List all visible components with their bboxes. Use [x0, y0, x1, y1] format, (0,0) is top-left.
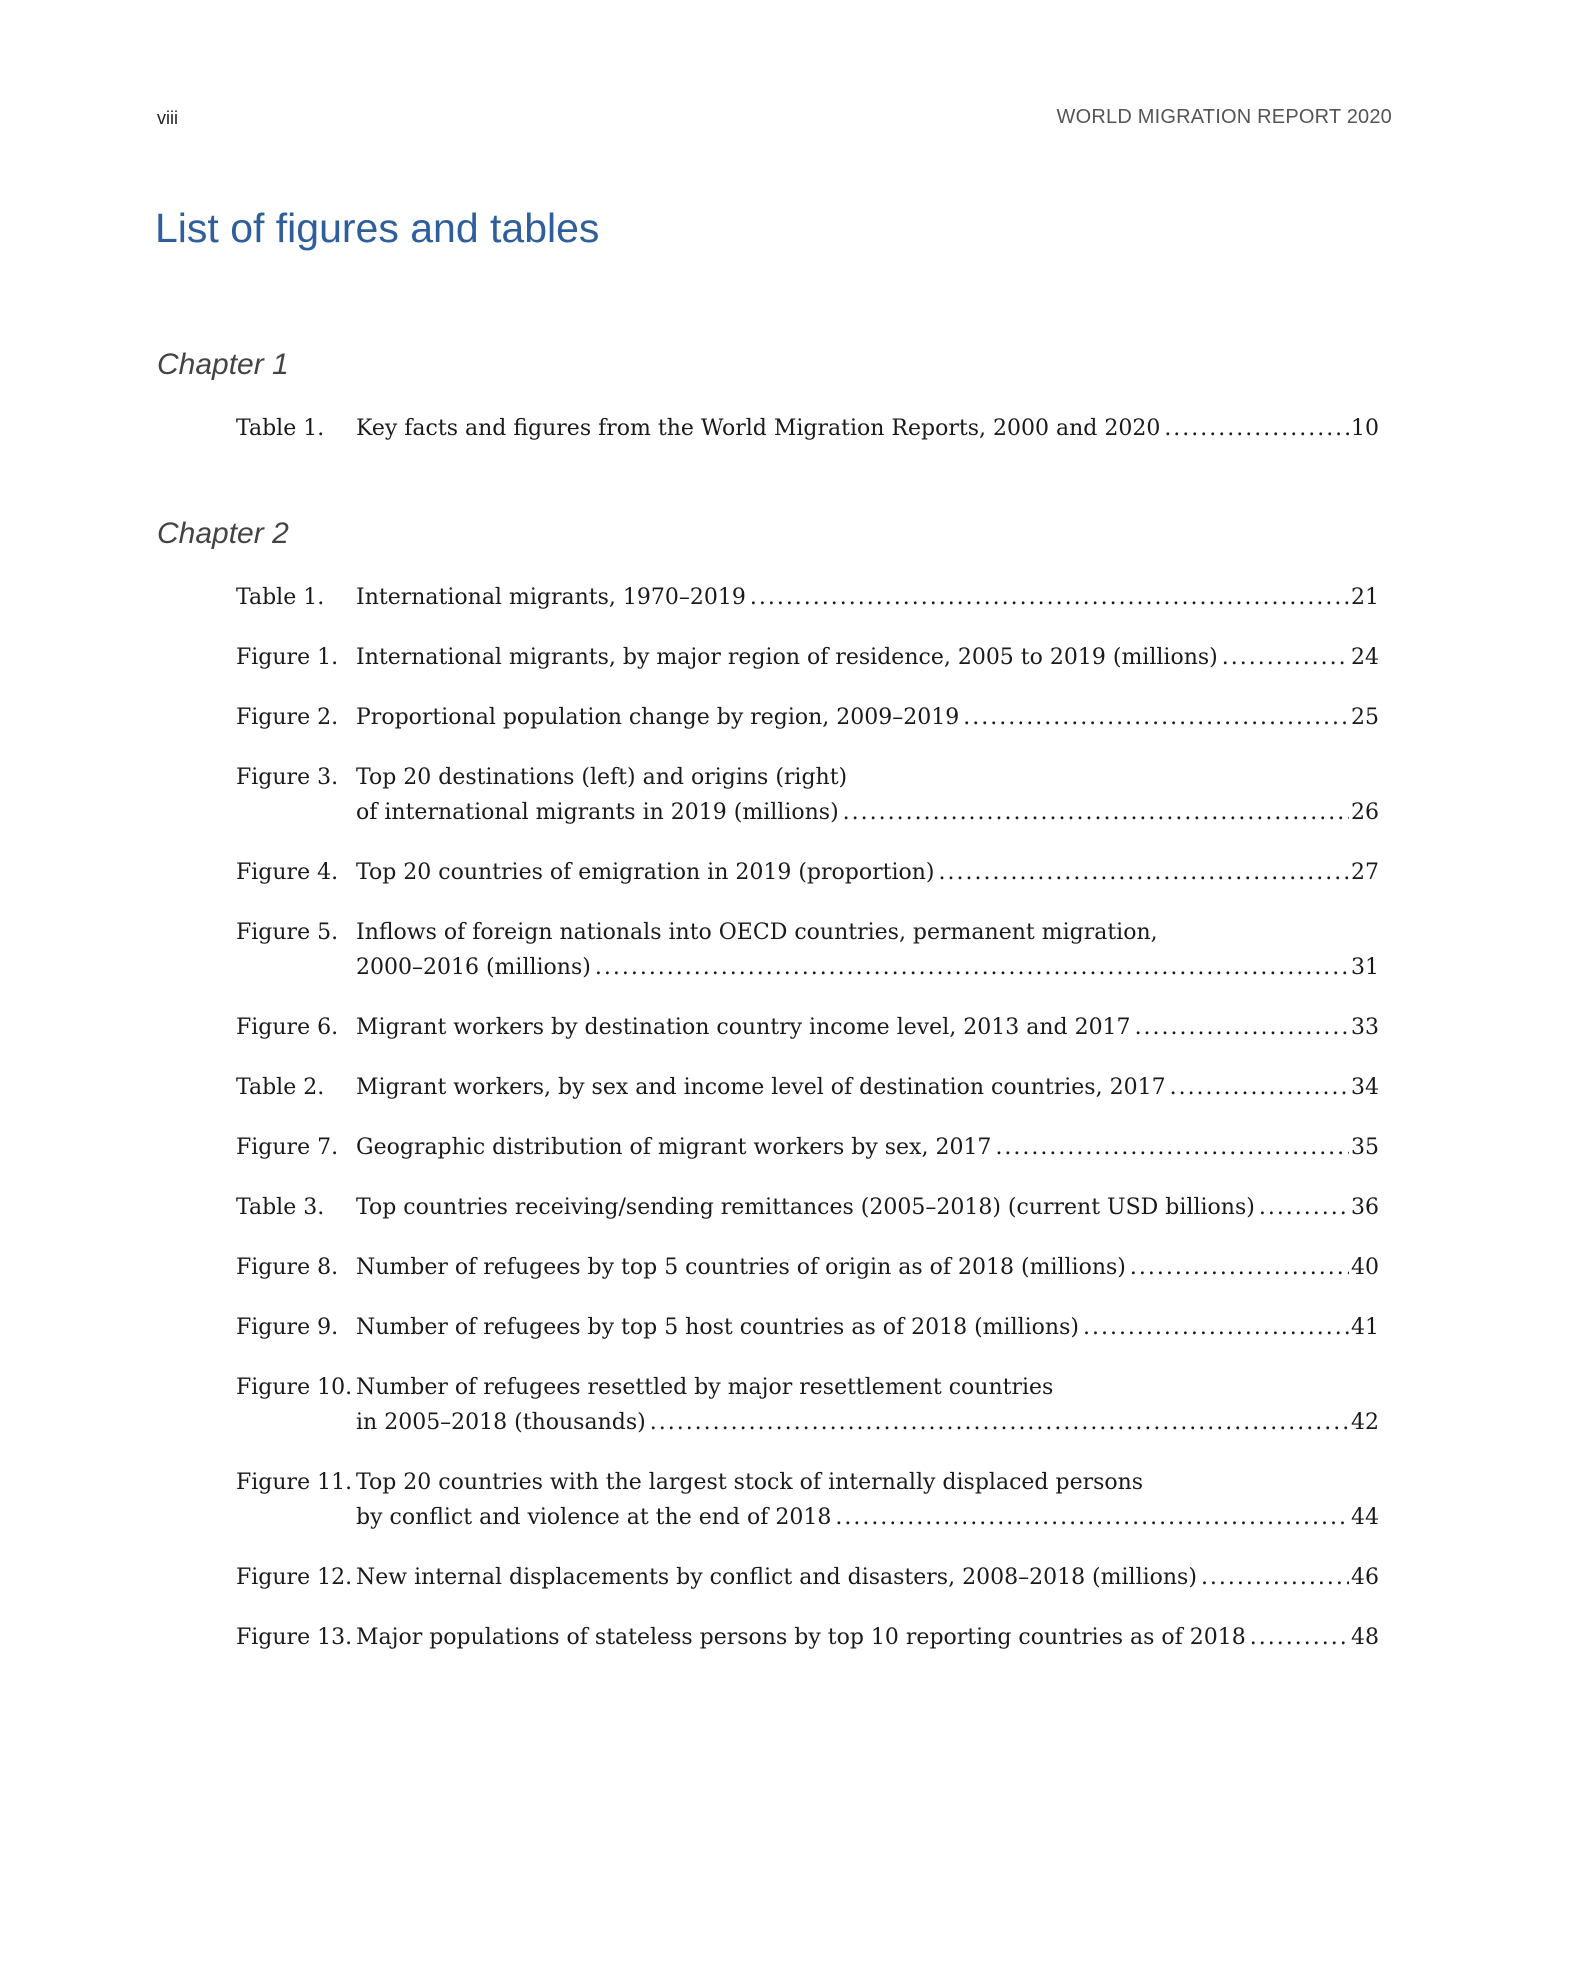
- toc-label: Figure 8.: [236, 1255, 339, 1280]
- toc-title: Proportional population change by region, 2009–2019: [356, 705, 960, 730]
- toc-title: International migrants, 1970–2019: [356, 585, 746, 610]
- toc-title: Top 20 destinations (left) and origins (right): [356, 765, 848, 790]
- toc-title: New internal displacements by conflict and disasters, 2008–2018 (millions): [356, 1565, 1197, 1590]
- toc-title: Number of refugees by top 5 host countries as of 2018 (millions): [356, 1315, 1079, 1340]
- toc-label: Figure 4.: [236, 860, 339, 885]
- toc-page-number: 25: [1351, 705, 1379, 730]
- toc-label: Figure 3.: [236, 765, 339, 790]
- page-number: viii: [157, 108, 178, 128]
- leader-dots: [1130, 1250, 1349, 1285]
- toc-page-number: 31: [1351, 955, 1379, 980]
- leader-dots: [750, 580, 1349, 615]
- leader-dots: [650, 1405, 1349, 1440]
- toc-title: Migrant workers by destination country income level, 2013 and 2017: [356, 1015, 1131, 1040]
- toc-label: Table 1.: [236, 416, 325, 441]
- toc-entry[interactable]: [236, 700, 1379, 735]
- toc-entry[interactable]: [236, 760, 1379, 830]
- leader-dots: [835, 1500, 1349, 1535]
- toc-label: Figure 12.: [236, 1565, 353, 1590]
- toc-title: Number of refugees resettled by major resettlement countries: [356, 1375, 1054, 1400]
- toc-entry[interactable]: [236, 580, 1379, 615]
- toc-title: Top 20 countries with the largest stock of internally displaced persons: [356, 1470, 1144, 1495]
- toc-entry[interactable]: [236, 1310, 1379, 1345]
- toc-page-number: 34: [1351, 1075, 1379, 1100]
- leader-dots: [1083, 1310, 1349, 1345]
- toc-label: Figure 10.: [236, 1375, 353, 1400]
- leader-dots: [1164, 411, 1349, 446]
- toc-title: Top 20 countries of emigration in 2019 (proportion): [356, 860, 935, 885]
- toc-label: Table 3.: [236, 1195, 325, 1220]
- toc-title-continued: of international migrants in 2019 (millions): [356, 800, 839, 825]
- leader-dots: [843, 795, 1349, 830]
- toc-entry[interactable]: [236, 915, 1379, 985]
- toc-page-number: 46: [1351, 1565, 1379, 1590]
- toc-page-number: 24: [1351, 645, 1379, 670]
- toc-page-number: 44: [1351, 1505, 1379, 1530]
- toc-label: Figure 1.: [236, 645, 339, 670]
- toc-entry[interactable]: [236, 1190, 1379, 1225]
- toc-entry[interactable]: [236, 1560, 1379, 1595]
- toc-entry[interactable]: [236, 1465, 1379, 1535]
- toc-title-continued: in 2005–2018 (thousands): [356, 1410, 646, 1435]
- leader-dots: [1201, 1560, 1349, 1595]
- toc-entry[interactable]: [236, 855, 1379, 890]
- toc-entry[interactable]: [236, 640, 1379, 675]
- toc-label: Figure 6.: [236, 1015, 339, 1040]
- leader-dots: [595, 950, 1349, 985]
- toc-entry[interactable]: [236, 1370, 1379, 1440]
- chapter-heading: Chapter 1: [157, 348, 289, 381]
- leader-dots: [1135, 1010, 1349, 1045]
- toc-label: Figure 5.: [236, 920, 339, 945]
- toc-label: Figure 2.: [236, 705, 339, 730]
- toc-label: Figure 11.: [236, 1470, 353, 1495]
- toc-entry[interactable]: [236, 1620, 1379, 1655]
- toc-title: Inflows of foreign nationals into OECD countries, permanent migration,: [356, 920, 1158, 945]
- leader-dots: [963, 700, 1349, 735]
- toc-page-number: 42: [1351, 1410, 1379, 1435]
- toc-title-continued: 2000–2016 (millions): [356, 955, 591, 980]
- toc-entry[interactable]: [236, 411, 1379, 446]
- toc-page-number: 41: [1351, 1315, 1379, 1340]
- toc-page-number: 48: [1351, 1625, 1379, 1650]
- toc-entry[interactable]: [236, 1010, 1379, 1045]
- leader-dots: [1170, 1070, 1349, 1105]
- toc-page-number: 33: [1351, 1015, 1379, 1040]
- toc-label: Figure 7.: [236, 1135, 339, 1160]
- leader-dots: [1250, 1620, 1349, 1655]
- toc-label: Table 1.: [236, 585, 325, 610]
- toc-label: Table 2.: [236, 1075, 325, 1100]
- toc-title: International migrants, by major region of residence, 2005 to 2019 (millions): [356, 645, 1218, 670]
- toc-title: Geographic distribution of migrant workers by sex, 2017: [356, 1135, 992, 1160]
- toc-entry[interactable]: [236, 1130, 1379, 1165]
- leader-dots: [1222, 640, 1349, 675]
- leader-dots: [1259, 1190, 1349, 1225]
- toc-page-number: 21: [1351, 585, 1379, 610]
- toc-page-number: 35: [1351, 1135, 1379, 1160]
- chapter-heading: Chapter 2: [157, 517, 289, 550]
- toc-entry[interactable]: [236, 1250, 1379, 1285]
- toc-title: Number of refugees by top 5 countries of origin as of 2018 (millions): [356, 1255, 1126, 1280]
- toc-page-number: 36: [1351, 1195, 1379, 1220]
- toc-label: Figure 9.: [236, 1315, 339, 1340]
- leader-dots: [939, 855, 1350, 890]
- toc-title: Major populations of stateless persons by top 10 reporting countries as of 2018: [356, 1625, 1246, 1650]
- toc-page-number: 26: [1351, 800, 1379, 825]
- toc-title: Key facts and figures from the World Migration Reports, 2000 and 2020: [356, 416, 1161, 441]
- toc-title: Migrant workers, by sex and income level of destination countries, 2017: [356, 1075, 1166, 1100]
- toc-label: Figure 13.: [236, 1625, 353, 1650]
- toc-title: Top countries receiving/sending remittances (2005–2018) (current USD billions): [356, 1195, 1255, 1220]
- running-header: WORLD MIGRATION REPORT 2020: [1056, 106, 1392, 128]
- toc-page-number: 27: [1351, 860, 1379, 885]
- page-title: List of figures and tables: [155, 205, 600, 251]
- toc-entry[interactable]: [236, 1070, 1379, 1105]
- toc-title-continued: by conflict and violence at the end of 2018: [356, 1505, 832, 1530]
- leader-dots: [995, 1130, 1349, 1165]
- toc-page-number: 10: [1351, 416, 1379, 441]
- toc-page-number: 40: [1351, 1255, 1379, 1280]
